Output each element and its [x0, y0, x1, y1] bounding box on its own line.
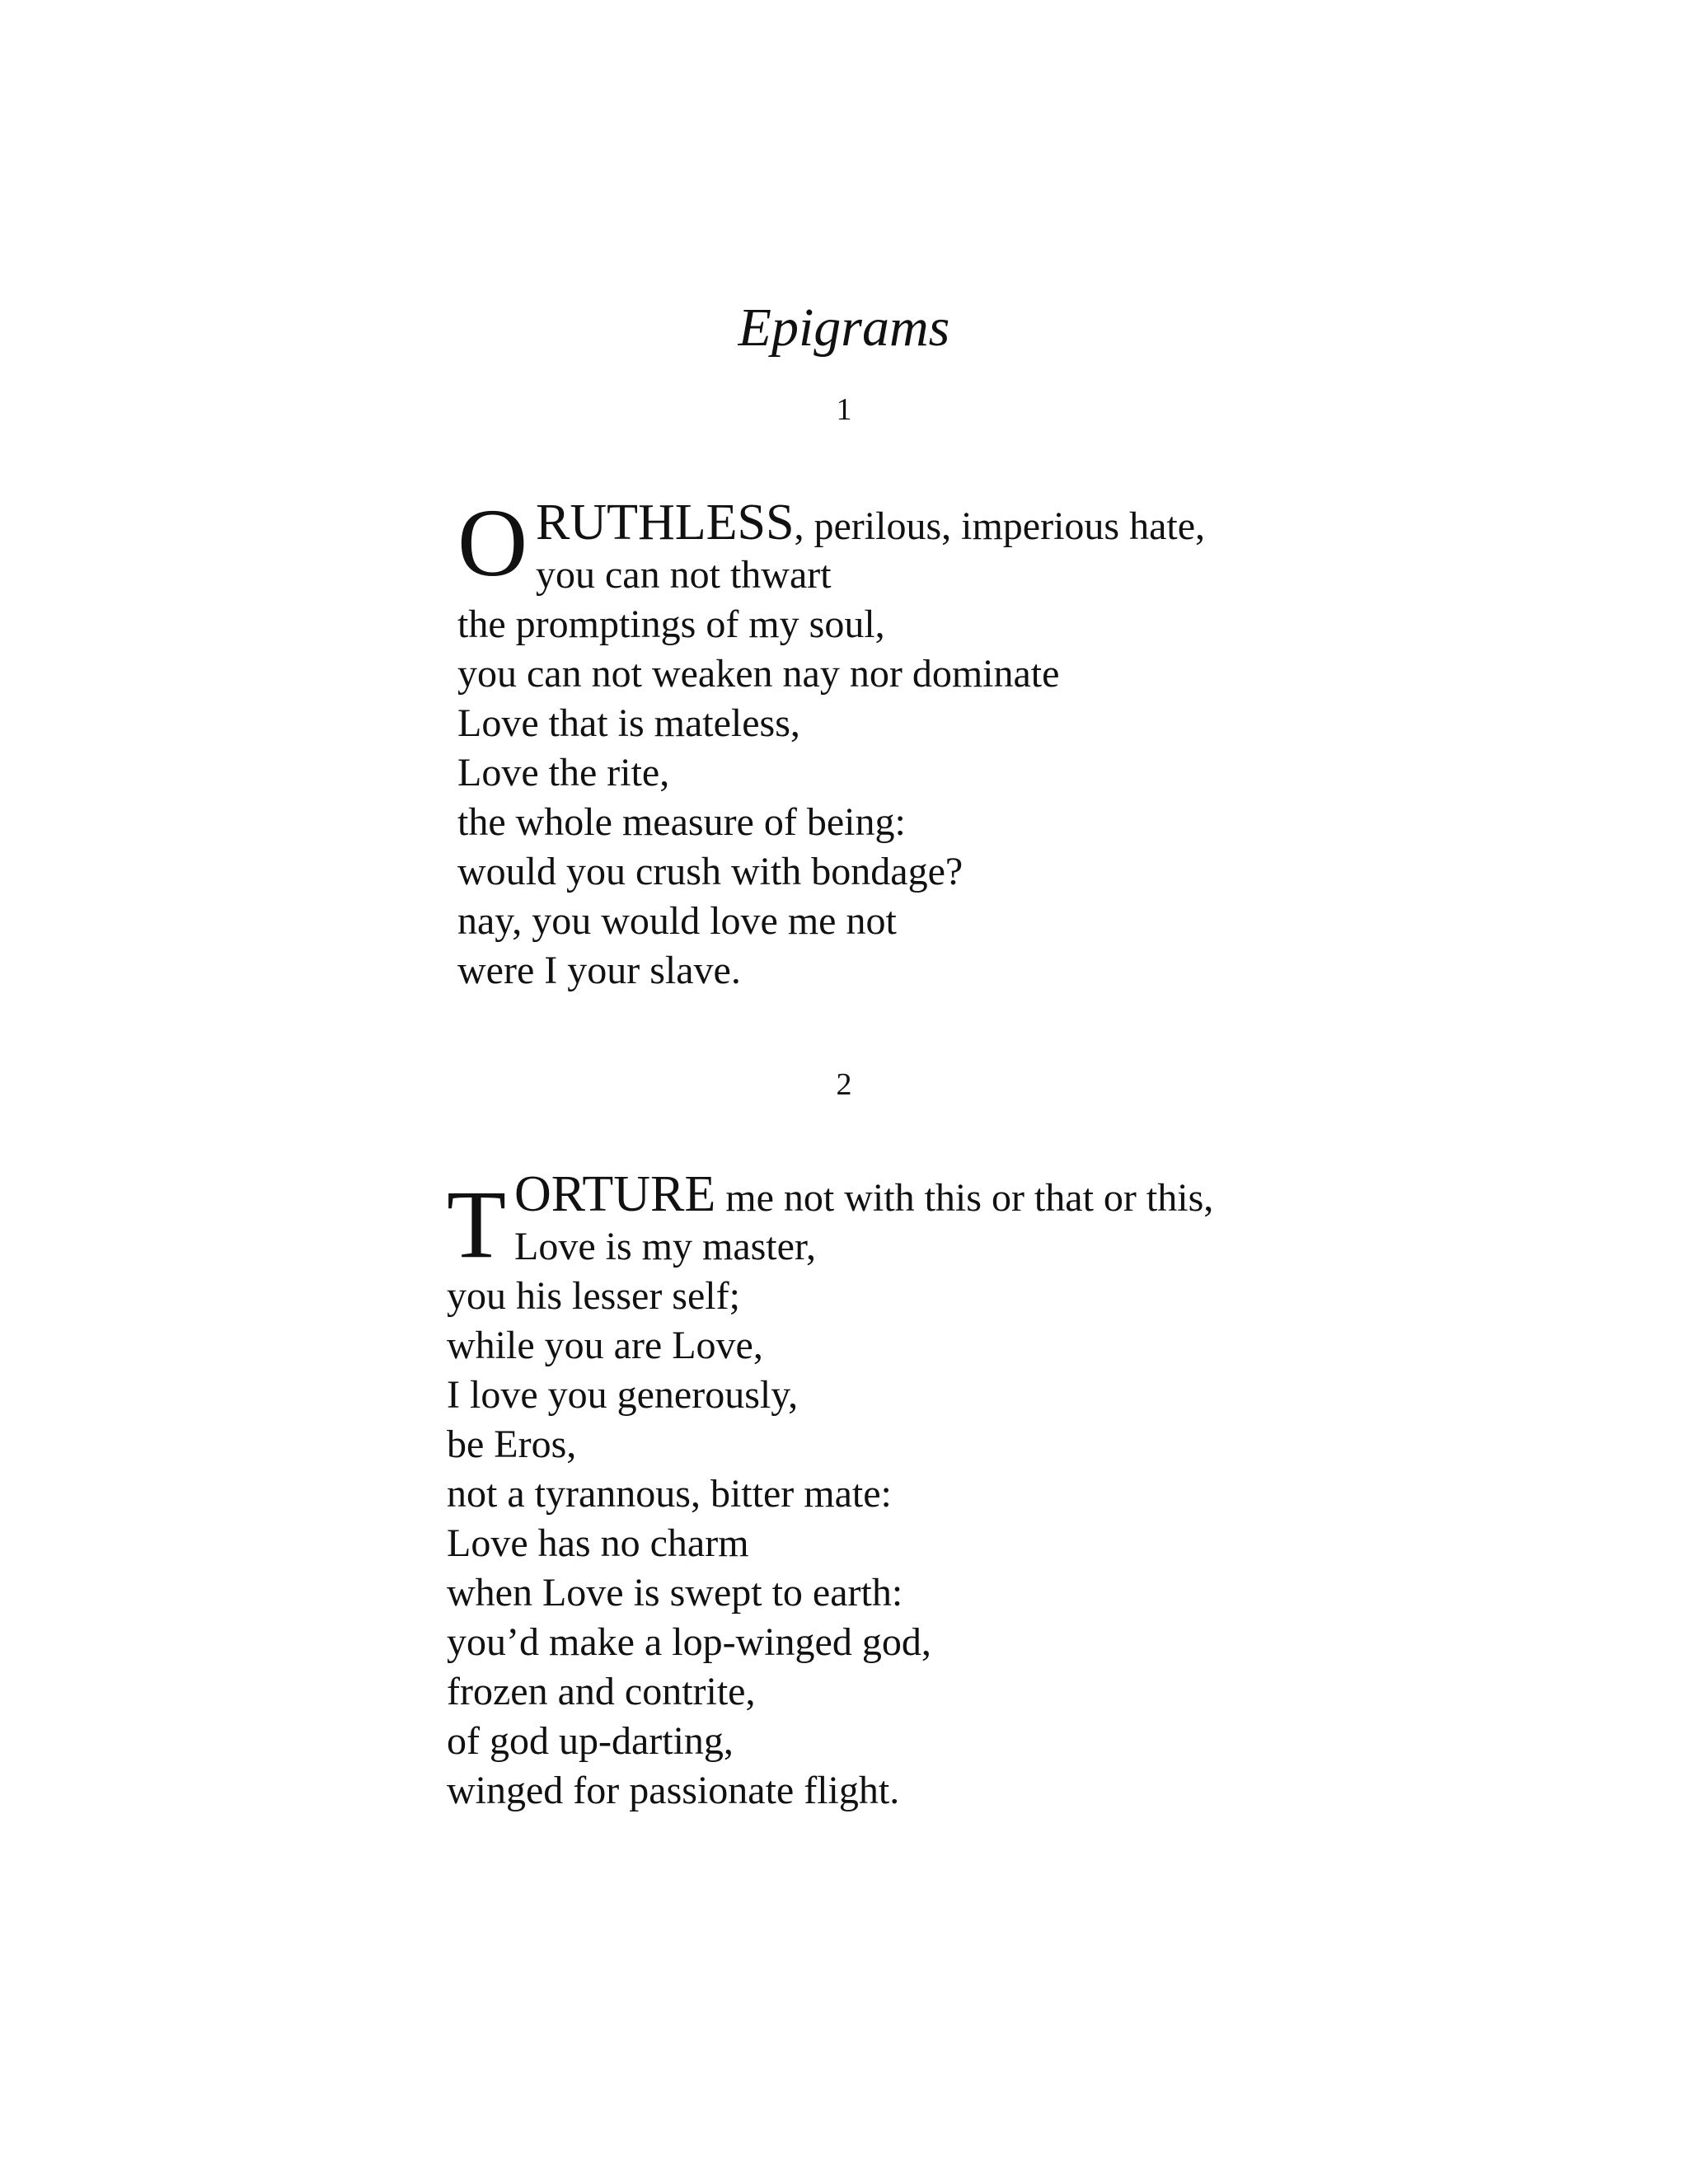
poem-line: be Eros, — [447, 1422, 577, 1466]
poem-line: the promptings of my soul, — [457, 602, 885, 646]
poem-line: winged for passionate flight. — [447, 1769, 900, 1812]
poem-line: Love that is mateless, — [457, 701, 800, 745]
poem-line: I love you generously, — [447, 1373, 799, 1417]
poem-first-line — [447, 1166, 1213, 1222]
epigram-number: 1 — [836, 392, 852, 427]
poem-line: would you crush with bondage? — [457, 850, 964, 893]
poem-line: Love has no charm — [447, 1521, 749, 1565]
poem-line: while you are Love, — [447, 1324, 763, 1367]
poem-line: of god up-darting, — [447, 1719, 734, 1763]
first-line-rest: me not with this or that or this, — [715, 1176, 1214, 1220]
drop-cap: T — [447, 1170, 507, 1278]
poem-line: you’d make a lop-winged god, — [447, 1620, 931, 1664]
poem-line: frozen and contrite, — [447, 1670, 756, 1713]
first-line-rest: , perilous, imperious hate, — [794, 504, 1206, 548]
poem-line: you can not thwart — [536, 553, 832, 597]
poem-line: the whole measure of being: — [457, 800, 906, 844]
poem-line: you his lesser self; — [447, 1274, 740, 1318]
poem-line: you can not weaken nay nor dominate — [457, 652, 1060, 696]
poem-line: were I your slave. — [457, 949, 741, 992]
epigram-1 — [457, 489, 1206, 996]
first-word: ORTURE — [514, 1166, 716, 1222]
poem-line: Love is my master, — [514, 1225, 816, 1268]
poem-line: when Love is swept to earth: — [447, 1571, 903, 1615]
page-title: Epigrams — [738, 298, 950, 358]
poem-line: not a tyrannous, bitter mate: — [447, 1472, 892, 1516]
first-word: RUTHLESS — [536, 494, 795, 551]
poem-line: Love the rite, — [457, 751, 670, 794]
poem-first-line — [457, 494, 1205, 551]
drop-cap: O — [457, 489, 528, 597]
epigram-2 — [447, 1166, 1213, 1816]
poem-line: nay, you would love me not — [457, 899, 897, 943]
epigram-number: 2 — [836, 1067, 852, 1102]
